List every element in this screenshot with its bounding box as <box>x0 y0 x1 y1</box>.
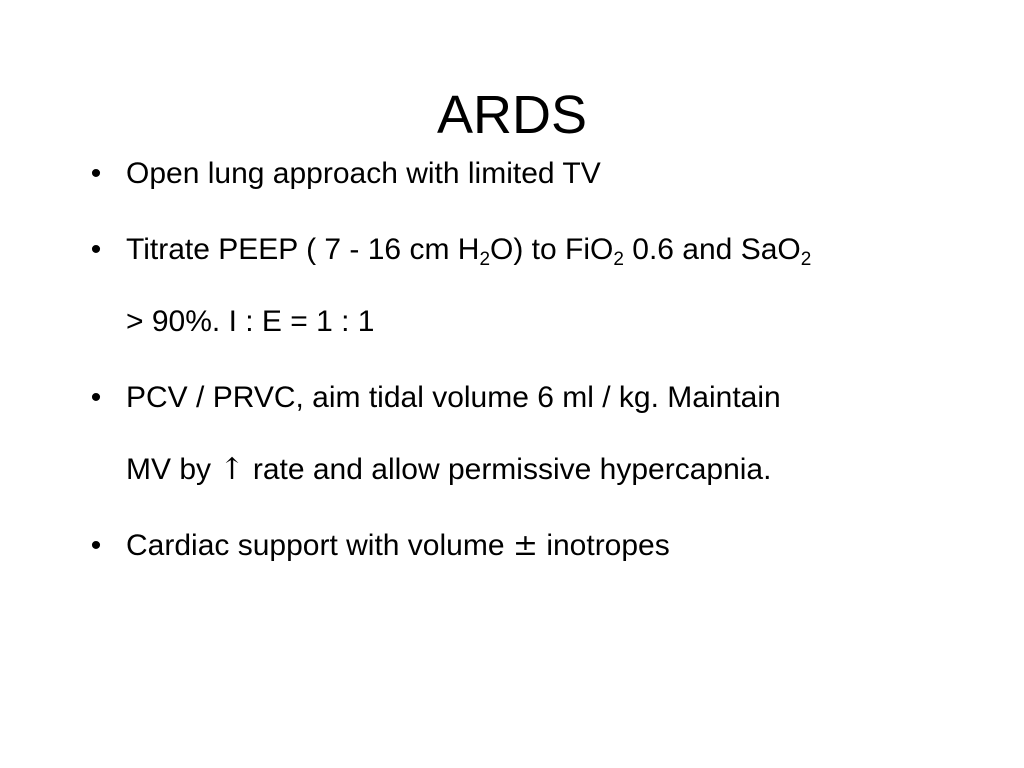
text-segment: Titrate PEEP ( 7 - 16 cm H <box>126 233 480 266</box>
bullet-line-2 <box>126 434 944 506</box>
subscript: 2 <box>613 249 624 270</box>
bullet-line-1: PCV / PRVC, aim tidal volume 6 ml / kg. Maintain <box>126 381 781 414</box>
bullet-item-titrate-peep <box>84 214 944 358</box>
text-segment: O) to FiO <box>490 233 614 266</box>
bullet-glyph: • <box>90 157 102 190</box>
bullet-line-1 <box>126 214 944 286</box>
slide-title: ARDS <box>436 85 588 146</box>
bullet-item-cardiac-support <box>84 510 944 582</box>
text-segment: Cardiac support with volume <box>126 529 513 562</box>
text-segment: inotropes <box>537 529 670 562</box>
bullet-item-pcv-prvc <box>84 362 944 506</box>
bullet-list <box>84 138 944 586</box>
bullet-item-open-lung <box>84 138 944 210</box>
bullet-text: Open lung approach with limited TV <box>126 157 601 190</box>
subscript: 2 <box>800 249 812 270</box>
bullet-glyph: • <box>90 233 102 266</box>
bullet-glyph: • <box>90 381 102 414</box>
bullet-text <box>126 510 944 582</box>
bullet-glyph: • <box>90 529 102 562</box>
up-arrow-icon: ↑ <box>219 452 245 487</box>
plus-minus-icon: ± <box>512 528 538 563</box>
text-segment: MV by <box>126 453 220 486</box>
text-segment: rate and allow permissive hypercapnia. <box>244 453 772 486</box>
bullet-line-2: > 90%. I : E = 1 : 1 <box>126 305 375 338</box>
text-segment: 0.6 and SaO <box>623 233 801 266</box>
subscript: 2 <box>479 249 491 270</box>
